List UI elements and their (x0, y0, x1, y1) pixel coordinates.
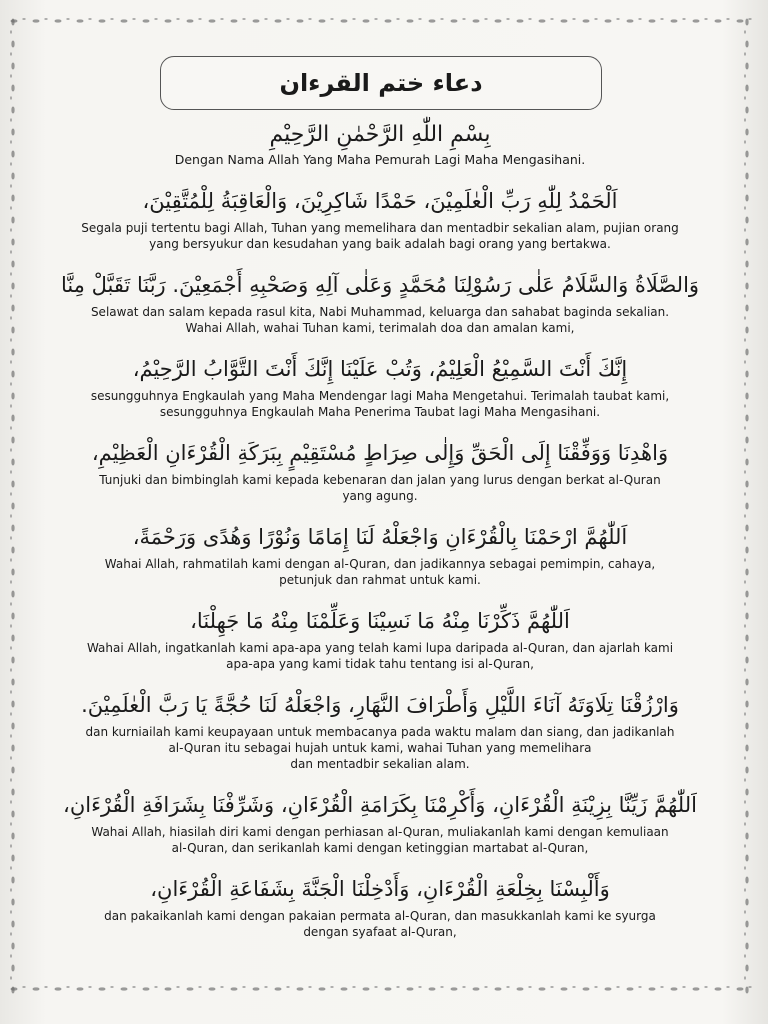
verse-translation-line: Wahai Allah, ingatkanlah kami apa-apa yang telah kami lupa daripada al-Quran, dan ajarlah kami (86, 641, 674, 655)
verse-translation-line: petunjuk dan rahmat untuk kami. (279, 573, 481, 587)
verse-arabic: وَاهْدِنَا وَوَفِّقْنَا إِلَى الْحَقِّ وَإِلٰى صِرَاطٍ مُسْتَقِيْمٍ بِبَرَكَةِ الْقُرْءَانِ الْعَظِيْمِ، (91, 441, 669, 465)
verse-translation-line: sesungguhnya Engkaulah Maha Penerima Taubat lagi Maha Mengasihani. (159, 405, 601, 419)
verse-translation-line: Segala puji tertentu bagi Allah, Tuhan yang memelihara dan mentadbir sekalian alam, pujian orang (81, 221, 679, 235)
verse-translation-line: dan kurniailah kami keupayaan untuk membacanya pada waktu malam dan siang, dan jadikanlah (85, 725, 675, 739)
verse-translation-line: yang agung. (342, 489, 418, 503)
verse-arabic: اَللّٰهُمَّ زَيِّنَّا بِزِيْنَةِ الْقُرْءَانِ، وَأَكْرِمْنَا بِكَرَامَةِ الْقُرْءَانِ، وَشَرِّفْنَا بِشَرَافَةِ الْقُرْءَانِ، (63, 793, 697, 817)
verse-translation-line: yang bersyukur dan kesudahan yang baik adalah bagi orang yang bertakwa. (149, 237, 611, 251)
verse-translation-line: sesungguhnya Engkaulah yang Maha Mendengar lagi Maha Mengetahui. Terimalah taubat kami, (90, 389, 670, 403)
border-right (740, 14, 754, 996)
verse-arabic: إِنَّكَ أَنْتَ السَّمِيْعُ الْعَلِيْمُ، وَتُبْ عَلَيْنَا إِنَّكَ أَنْتَ التَّوَّابُ الرَّحِيْمُ، (132, 357, 628, 381)
bismillah-arabic: بِسْمِ اللّٰهِ الرَّحْمٰنِ الرَّحِيْمِ (269, 122, 491, 147)
title-box (160, 56, 602, 110)
verse-translation-line: dengan syafaat al-Quran, (303, 925, 457, 939)
verse-translation-line: Wahai Allah, wahai Tuhan kami, terimalah doa dan amalan kami, (185, 321, 575, 335)
verse-arabic: وَارْزُقْنَا تِلَاوَتَهُ آنَاءَ اللَّيْلِ وَأَطْرَافَ النَّهَارِ، وَاجْعَلْهُ لَنَا حُجَّةً يَا رَبَّ الْعٰلَمِيْنَ. (81, 693, 679, 717)
verse-translation-line: dan mentadbir sekalian alam. (290, 757, 470, 771)
verse-block (50, 518, 710, 588)
verse-block (50, 350, 710, 420)
verse-block (50, 434, 710, 504)
verse-block (50, 182, 710, 252)
verse-block (50, 266, 710, 336)
verse-list (50, 182, 710, 940)
verse-translation-line: al-Quran itu sebagai hujah untuk kami, wahai Tuhan yang memelihara (168, 741, 592, 755)
verse-block (50, 686, 710, 772)
verse-arabic: وَالصَّلَاةُ وَالسَّلَامُ عَلٰى رَسُوْلِنَا مُحَمَّدٍ وَعَلٰى آلِهِ وَصَحْبِهِ أَجْمَعِيْنَ. رَبَّنَا تَقَبَّلْ مِنَّا (60, 273, 700, 297)
bismillah-translation: Dengan Nama Allah Yang Maha Pemurah Lagi Maha Mengasihani. (174, 152, 586, 167)
verse-block (50, 786, 710, 856)
page-title: دعاء ختم القرءان (279, 69, 483, 97)
verse-block (50, 602, 710, 672)
verse-translation-line: al-Quran, dan serikanlah kami dengan ketinggian martabat al-Quran, (171, 841, 589, 855)
verse-block (50, 870, 710, 940)
prayer-content (50, 118, 710, 954)
verse-arabic: اَلْحَمْدُ لِلّٰهِ رَبِّ الْعٰلَمِيْنَ، حَمْدًا شَاكِرِيْنَ، وَالْعَاقِبَةُ لِلْمُتَّقِيْنَ، (142, 189, 618, 213)
verse-arabic: اَللّٰهُمَّ ذَكِّرْنَا مِنْهُ مَا نَسِيْنَا وَعَلِّمْنَا مِنْهُ مَا جَهِلْنَا، (190, 609, 570, 633)
border-bottom (6, 982, 754, 996)
verse-translation-line: Wahai Allah, rahmatilah kami dengan al-Quran, dan jadikannya sebagai pemimpin, cahaya, (104, 557, 656, 571)
border-top (6, 14, 754, 28)
verse-translation-line: Wahai Allah, hiasilah diri kami dengan perhiasan al-Quran, muliakanlah kami dengan kemuliaan (91, 825, 669, 839)
verse-translation-line: Selawat dan salam kepada rasul kita, Nabi Muhammad, keluarga dan sahabat baginda sekalian. (90, 305, 670, 319)
verse-translation-line: Tunjuki dan bimbinglah kami kepada kebenaran dan jalan yang lurus dengan berkat al-Quran (99, 473, 661, 487)
verse-arabic: وَأَلْبِسْنَا بِخِلْعَةِ الْقُرْءَانِ، وَأَدْخِلْنَا الْجَنَّةَ بِشَفَاعَةِ الْقُرْءَانِ، (150, 877, 610, 901)
verse-translation-line: apa-apa yang kami tidak tahu tentang isi al-Quran, (226, 657, 534, 671)
verse-translation-line: dan pakaikanlah kami dengan pakaian permata al-Quran, dan masukkanlah kami ke syurga (104, 909, 656, 923)
verse-arabic: اَللّٰهُمَّ ارْحَمْنَا بِالْقُرْءَانِ وَاجْعَلْهُ لَنَا إِمَامًا وَنُوْرًا وَهُدًى وَرَحْمَةً، (132, 525, 628, 549)
border-left (6, 14, 20, 996)
